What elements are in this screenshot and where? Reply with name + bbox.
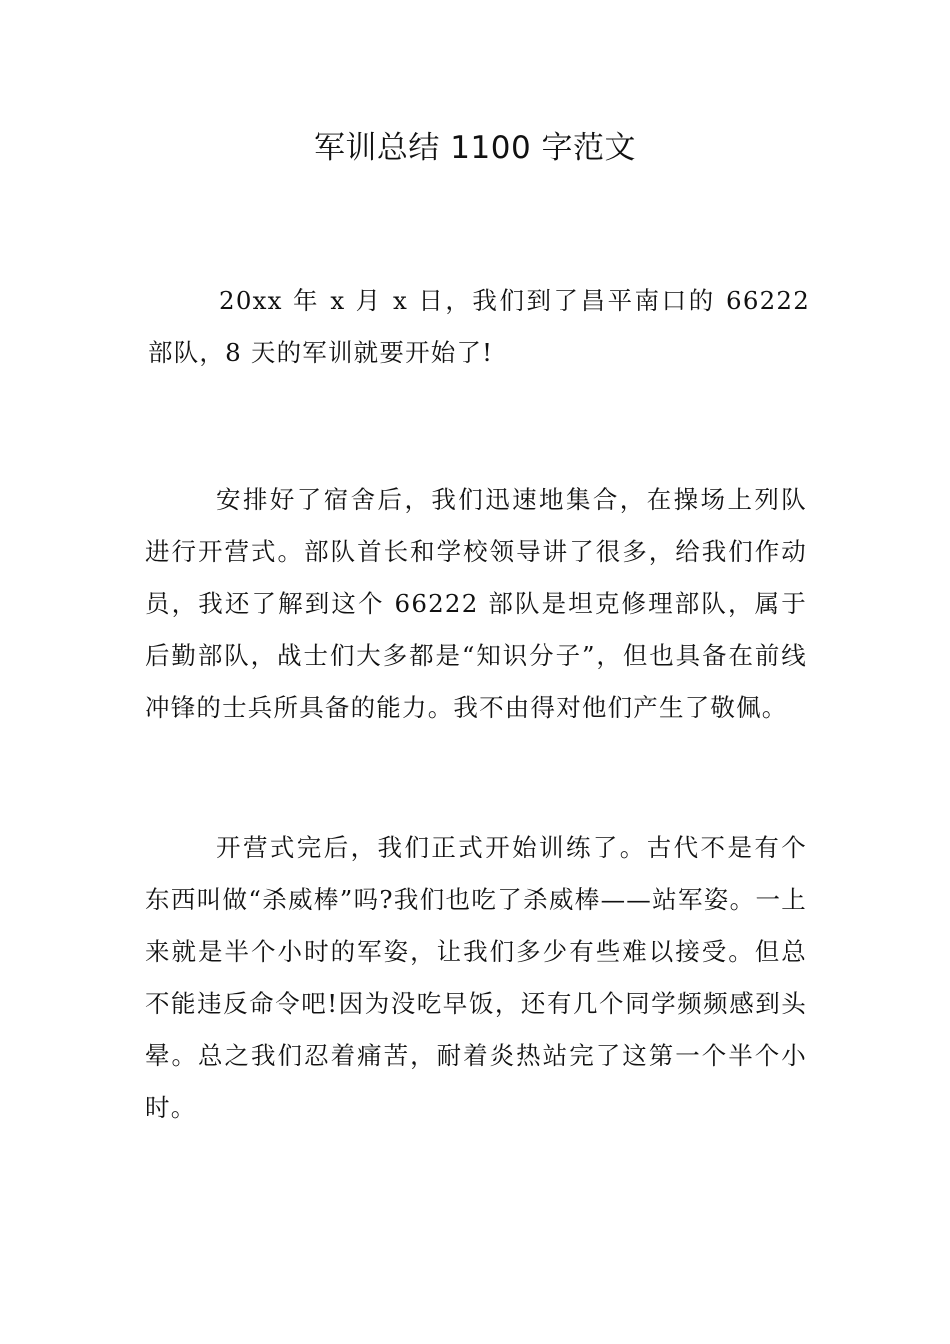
paragraph-3: 开营式完后，我们正式开始训练了。古代不是有个东西叫做“杀威棒”吗?我们也吃了杀威棒——站军姿。一上来就是半个小时的军姿，让我们多少有些难以接受。但总不能违反命令吧!因为没吃早饭，还有几个同学频频感到头晕。总之我们忍着痛苦，耐着炎热站完了这第一个半个小时。 (145, 833, 807, 1122)
document-title: 军训总结 1100 字范文 (313, 130, 637, 166)
paragraph-2: 安排好了宿舍后，我们迅速地集合，在操场上列队进行开营式。部队首长和学校领导讲了很多，给我们作动员，我还了解到这个 66222 部队是坦克修理部队，属于后勤部队，战士们大多都是“知识分子”，但也具备在前线冲锋的士兵所具备的能力。我不由得对他们产生了敬佩。 (145, 485, 807, 722)
paragraph-1: 20xx 年 x 月 x 日，我们到了昌平南口的 66222 部队，8 天的军训就要开始了! (148, 286, 810, 367)
